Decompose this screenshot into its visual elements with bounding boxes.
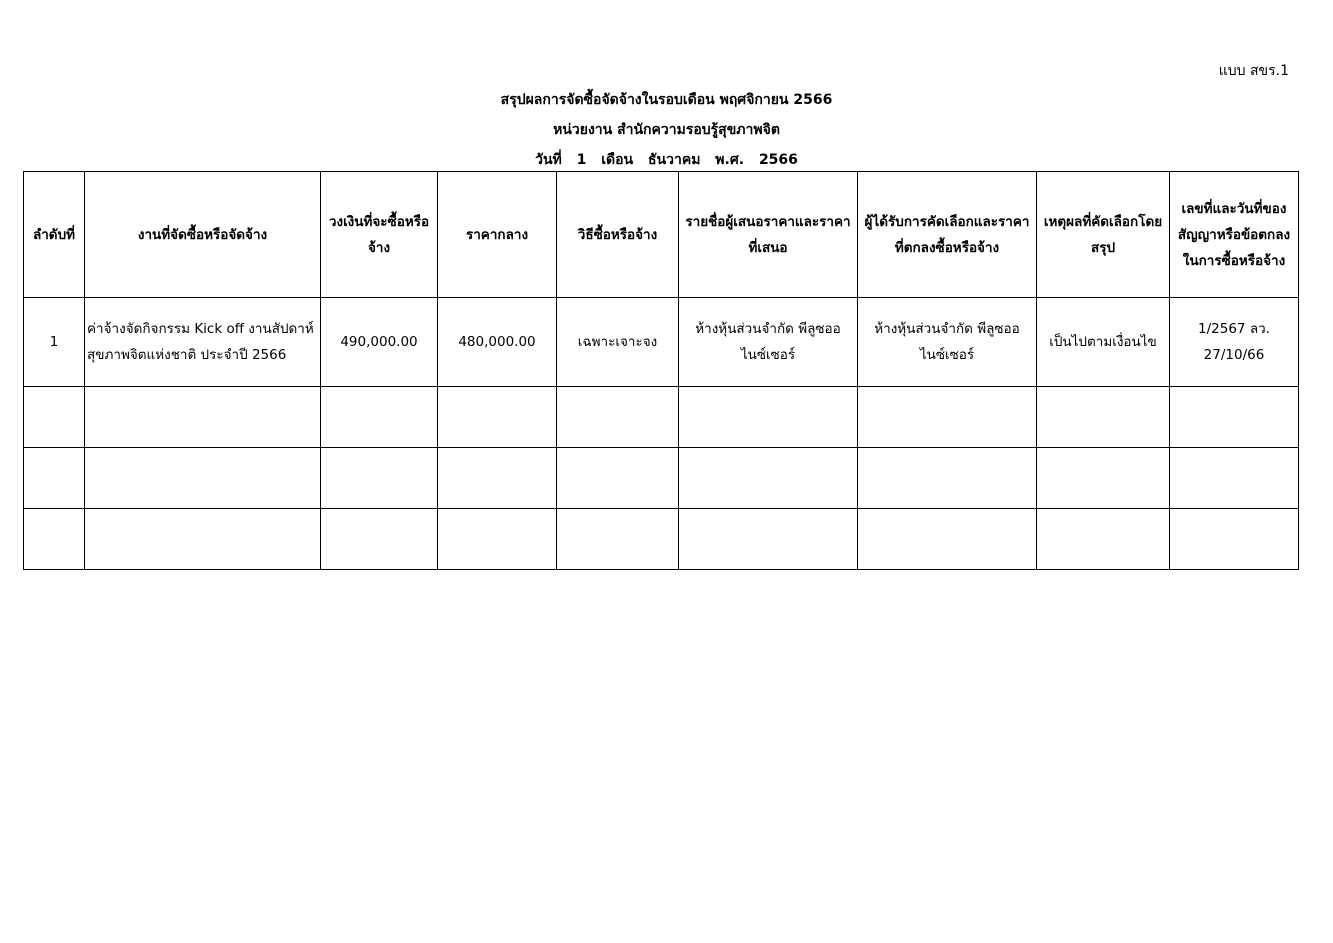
table-row xyxy=(24,298,1299,387)
cell-reason: เป็นไปตามเงื่อนไข xyxy=(1037,298,1170,387)
empty-row xyxy=(24,387,1299,448)
cell-contract: 1/2567 ลว. 27/10/66 xyxy=(1170,298,1299,387)
report-title: สรุปผลการจัดซื้อจัดจ้างในรอบเดือน พฤศจิกายน 2566 xyxy=(500,92,833,108)
header-row xyxy=(24,172,1299,298)
day-value: 1 xyxy=(576,152,587,168)
empty-row xyxy=(24,448,1299,509)
header-contract: เลขที่และวันที่ของสัญญาหรือข้อตกลงในการซื้อหรือจ้าง xyxy=(1170,172,1299,298)
cell-method: เฉพาะเจาะจง xyxy=(557,298,679,387)
header-no: ลำดับที่ xyxy=(24,172,85,298)
day-label: วันที่ xyxy=(535,152,562,168)
date-line xyxy=(0,149,1333,171)
procurement-table xyxy=(23,171,1299,570)
header-budget: วงเงินที่จะซื้อหรือจ้าง xyxy=(321,172,438,298)
month-label: เดือน xyxy=(601,152,634,168)
cell-item: ค่าจ้างจัดกิจกรรม Kick off งานสัปดาห์สุขภาพจิตแห่งชาติ ประจำปี 2566 xyxy=(85,298,321,387)
form-code: แบบ สขร.1 xyxy=(1218,63,1289,79)
year-value: 2566 xyxy=(758,152,798,168)
cell-budget: 490,000.00 xyxy=(321,298,438,387)
header-selected: ผู้ได้รับการคัดเลือกและราคาที่ตกลงซื้อหรือจ้าง xyxy=(858,172,1037,298)
empty-row xyxy=(24,509,1299,570)
cell-median-price: 480,000.00 xyxy=(438,298,557,387)
cell-selected: ห้างหุ้นส่วนจำกัด พีลูซออไนซ์เซอร์ xyxy=(858,298,1037,387)
header-bidders: รายชื่อผู้เสนอราคาและราคาที่เสนอ xyxy=(679,172,858,298)
cell-bidders: ห้างหุ้นส่วนจำกัด พีลูซออไนซ์เซอร์ xyxy=(679,298,858,387)
agency-line: หน่วยงาน สำนักความรอบรู้สุขภาพจิต xyxy=(553,122,780,138)
year-label: พ.ศ. xyxy=(715,152,745,168)
header-item: งานที่จัดซื้อหรือจัดจ้าง xyxy=(85,172,321,298)
cell-no: 1 xyxy=(24,298,85,387)
header-reason: เหตุผลที่คัดเลือกโดยสรุป xyxy=(1037,172,1170,298)
month-value: ธันวาคม xyxy=(647,152,701,168)
header-method: วิธีซื้อหรือจ้าง xyxy=(557,172,679,298)
header-median-price: ราคากลาง xyxy=(438,172,557,298)
